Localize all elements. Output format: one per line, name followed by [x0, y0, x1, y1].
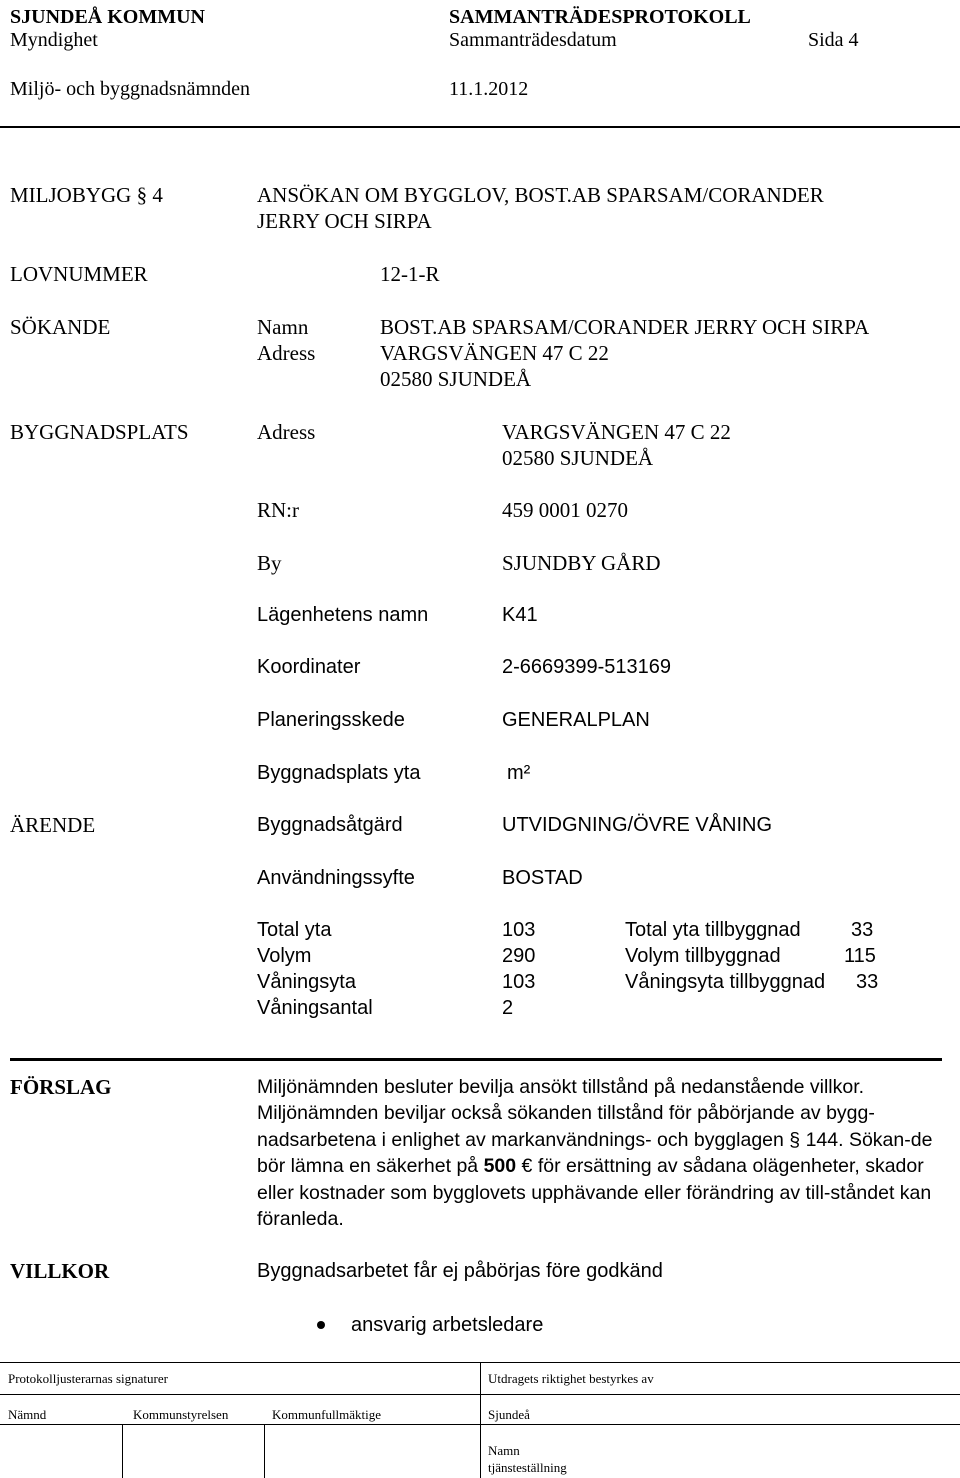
section-divider — [10, 1058, 942, 1061]
board-name: Miljö- och byggnadsnämnden — [10, 78, 250, 100]
proposal-text-a: Miljönämnden beviljar också sökanden tillstånd för påbörjande av bygg-nadsarbetena i enlighet av markanvändnings- och bygglagen — [257, 1102, 875, 1151]
footer-sjundea: Sjundeå — [488, 1407, 530, 1422]
applicant-address-line2: 02580 SJUNDEÅ — [380, 367, 532, 391]
by-value: SJUNDBY GÅRD — [502, 551, 661, 575]
applicant-address-line1: VARGSVÄNGEN 47 C 22 — [380, 341, 609, 365]
koord-value: 2-6669399-513169 — [502, 656, 672, 678]
stat-value: 2 — [502, 997, 514, 1019]
footer-namn: Namn — [488, 1443, 520, 1458]
plan-label: Planeringsskede — [257, 709, 405, 731]
atgard-label: Byggnadsåtgärd — [257, 814, 403, 836]
yta-unit: m² — [507, 762, 531, 784]
rn-value: 459 0001 0270 — [502, 498, 628, 522]
applicant-name-label: Namn — [257, 315, 309, 339]
conditions-bullet-item: ansvarig arbetsledare — [351, 1314, 544, 1336]
security-amount: 500 — [483, 1155, 517, 1178]
stat-ext-value: 33 — [856, 971, 879, 993]
org-name: SJUNDEÅ KOMMUN — [10, 6, 205, 28]
footer-kommunstyrelsen: Kommunstyrelsen — [133, 1407, 229, 1422]
rn-label: RN:r — [257, 498, 299, 522]
section-symbol: § — [789, 1128, 801, 1151]
section-symbol: § — [136, 183, 148, 207]
byggnadsplats-heading: BYGGNADSPLATS — [10, 420, 189, 444]
syfte-value: BOSTAD — [502, 867, 583, 889]
stat-ext-label: Total yta tillbyggnad — [625, 919, 801, 941]
proposal-body — [257, 1100, 947, 1232]
meeting-date: 11.1.2012 — [449, 78, 529, 100]
proposal-line1: Miljönämnden besluter bevilja ansökt tillstånd på nedanstående villkor. — [257, 1076, 865, 1098]
page-number: Sida 4 — [808, 29, 859, 51]
atgard-value: UTVIDGNING/ÖVRE VÅNING — [502, 814, 773, 836]
footer-namnd: Nämnd — [8, 1407, 47, 1422]
stat-label: Total yta — [257, 919, 332, 941]
verify-label: Utdragets riktighet bestyrkes av — [488, 1371, 654, 1386]
case-id — [10, 183, 163, 208]
stat-ext-value: 33 — [851, 919, 874, 941]
myndighet-label: Myndighet — [10, 29, 98, 51]
by-label: By — [257, 551, 282, 575]
case-title-line2: JERRY OCH SIRPA — [257, 209, 432, 233]
stat-label: Volym — [257, 945, 312, 967]
lovnummer-value: 12-1-R — [380, 262, 440, 286]
footer-col-divider-1 — [122, 1424, 123, 1478]
lovnummer-label: LOVNUMMER — [10, 262, 148, 286]
bullet-icon — [317, 1321, 325, 1329]
header-divider — [0, 126, 960, 128]
doc-type: SAMMANTRÄDESPROTOKOLL — [449, 6, 751, 28]
stat-label: Våningsyta — [257, 971, 356, 993]
footer-tjanst: tjänsteställning — [488, 1460, 567, 1475]
plan-value: GENERALPLAN — [502, 709, 650, 731]
currency-symbol: € — [521, 1155, 533, 1178]
signatures-label: Protokolljusterarnas signaturer — [8, 1371, 168, 1386]
stat-ext-label: Volym tillbyggnad — [625, 945, 781, 967]
case-title-line1: ANSÖKAN OM BYGGLOV, BOST.AB SPARSAM/CORANDER — [257, 183, 824, 207]
stat-value: 103 — [502, 919, 536, 941]
arende-heading: ÄRENDE — [10, 813, 96, 837]
applicant-name: BOST.AB SPARSAM/CORANDER JERRY OCH SIRPA — [380, 315, 870, 339]
site-address-label: Adress — [257, 420, 316, 444]
site-address-line2: 02580 SJUNDEÅ — [502, 446, 654, 470]
case-id-label: MILJOBYGG — [10, 183, 132, 207]
yta-label: Byggnadsplats yta — [257, 762, 421, 784]
stat-ext-label: Våningsyta tillbyggnad — [625, 971, 826, 993]
conditions-intro: Byggnadsarbetet får ej påbörjas före godkänd — [257, 1260, 663, 1282]
stat-label: Våningsantal — [257, 997, 373, 1019]
lagenhet-value: K41 — [502, 604, 538, 626]
proposal-text — [257, 1074, 947, 1232]
lagenhet-label: Lägenhetens namn — [257, 604, 429, 626]
footer-kommunfullmaktige: Kommunfullmäktige — [272, 1407, 382, 1422]
proposal-text-b: 144. Sökan-de bör lämna en säkerhet på — [257, 1128, 933, 1178]
site-address-line1: VARGSVÄNGEN 47 C 22 — [502, 420, 731, 444]
stat-ext-value: 115 — [844, 945, 876, 967]
stat-value: 103 — [502, 971, 536, 993]
proposal-text-c: för ersättning av sådana olägenheter, skador eller kostnader som bygglovets upphävande eller förändring av till-ståndet kan föranleda. — [257, 1155, 932, 1231]
date-label: Sammanträdesdatum — [449, 29, 617, 51]
footer-center-divider — [480, 1362, 481, 1478]
footer-col-divider-2 — [264, 1424, 265, 1478]
villkor-heading: VILLKOR — [10, 1259, 110, 1283]
case-id-number: 4 — [152, 183, 163, 207]
sokande-heading: SÖKANDE — [10, 315, 111, 339]
koord-label: Koordinater — [257, 656, 361, 678]
stat-value: 290 — [502, 945, 536, 967]
forslag-heading: FÖRSLAG — [10, 1075, 112, 1099]
syfte-label: Användningssyfte — [257, 867, 415, 889]
applicant-address-label: Adress — [257, 341, 316, 365]
